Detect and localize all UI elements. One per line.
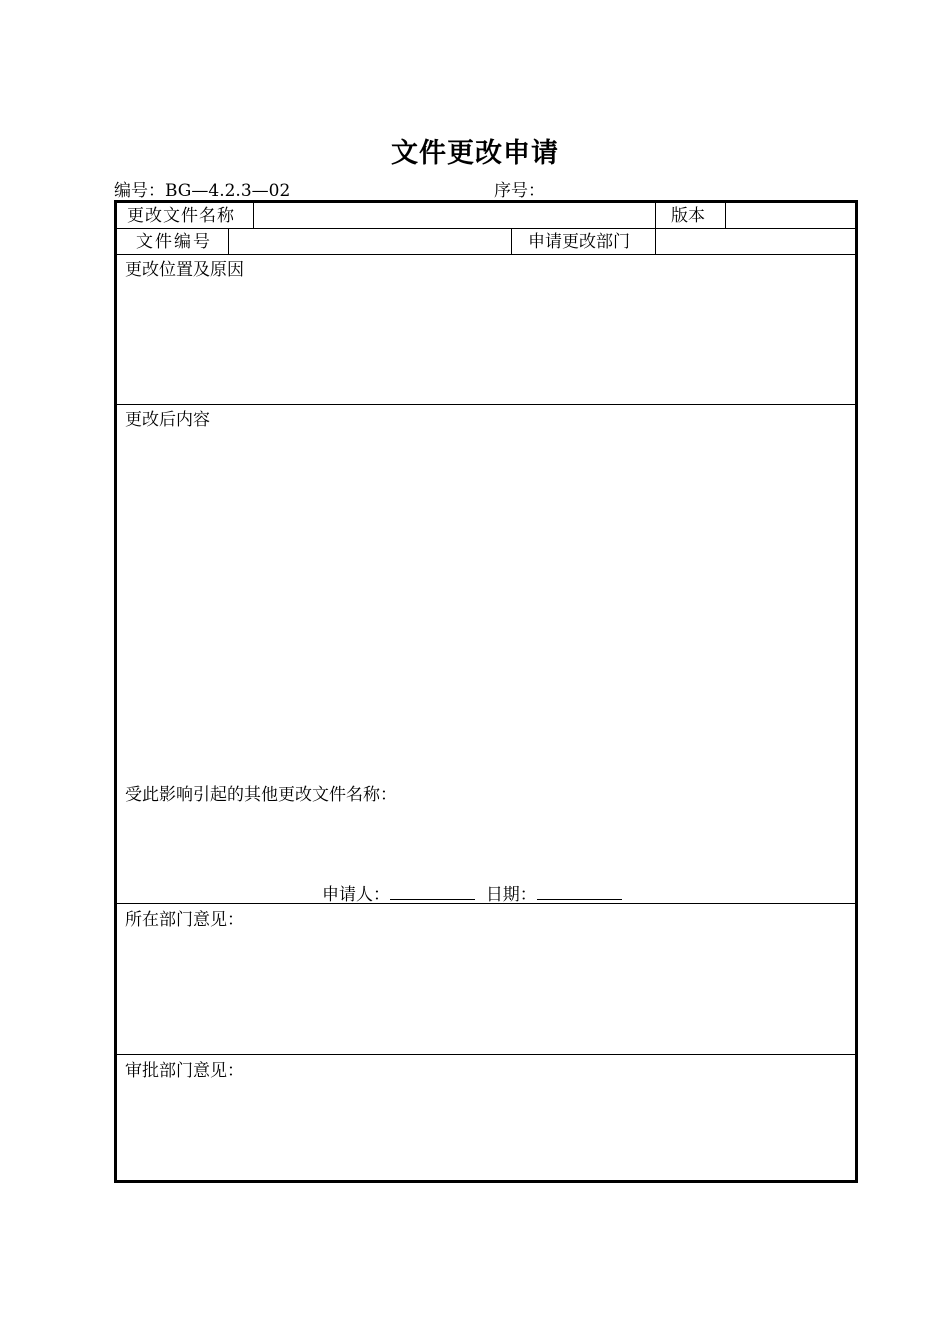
divider — [253, 203, 254, 228]
form-code-value: BG—4.2.3—02 — [165, 181, 291, 201]
date-line[interactable] — [537, 883, 622, 900]
applicant-signature-line[interactable] — [390, 883, 475, 900]
doc-number-field[interactable] — [234, 232, 504, 252]
approval-opinion-heading: 审批部门意见： — [125, 1061, 244, 1081]
divider — [117, 1054, 855, 1055]
new-content-heading: 更改后内容 — [125, 410, 210, 430]
form-code — [114, 176, 290, 201]
form-title: 文件更改申请 — [391, 138, 559, 169]
dept-label: 申请更改部门 — [528, 232, 630, 252]
date-label: 日期： — [485, 885, 537, 905]
doc-name-label: 更改文件名称 — [127, 206, 235, 226]
dept-field[interactable] — [661, 232, 851, 252]
version-label: 版本 — [671, 206, 705, 226]
divider — [725, 203, 726, 228]
divider — [655, 228, 656, 254]
doc-name-field[interactable] — [259, 206, 649, 226]
doc-number-label: 文件编号 — [136, 232, 212, 252]
divider — [117, 404, 855, 405]
dept-opinion-heading: 所在部门意见： — [125, 910, 244, 930]
divider — [117, 254, 855, 255]
change-request-form — [114, 200, 858, 1183]
divider — [228, 228, 229, 254]
form-code-label: 编号： — [114, 181, 165, 201]
divider — [655, 203, 656, 228]
version-field[interactable] — [731, 206, 851, 226]
affected-docs-label: 受此影响引起的其他更改文件名称： — [125, 785, 397, 805]
divider — [511, 228, 512, 254]
location-reason-heading: 更改位置及原因 — [125, 260, 244, 280]
serial-number-label: 序号： — [494, 181, 545, 201]
applicant-row — [322, 883, 622, 905]
applicant-label: 申请人： — [322, 885, 390, 905]
